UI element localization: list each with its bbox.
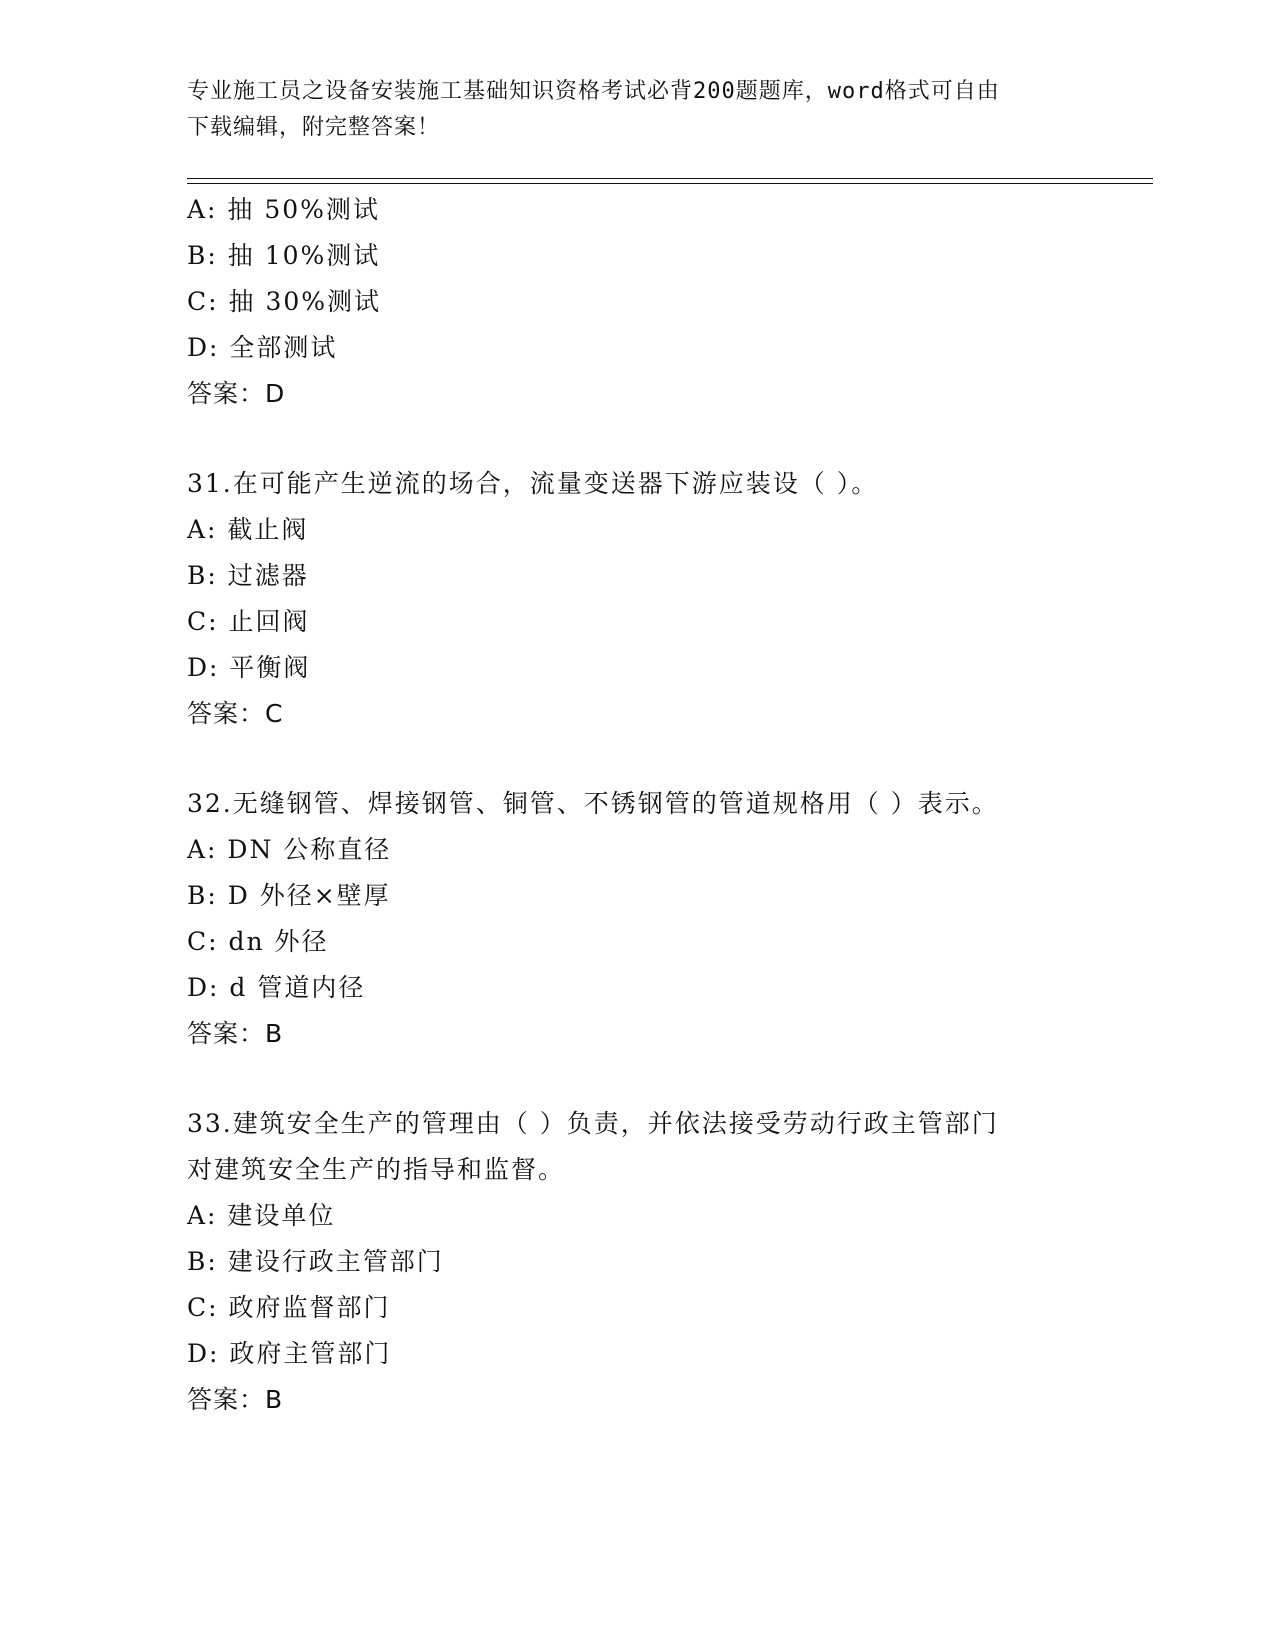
- option-a: A: 建设单位: [187, 1201, 336, 1230]
- option-d: D: 平衡阀: [187, 653, 311, 682]
- option-c: C: 政府监督部门: [187, 1293, 391, 1322]
- option-b: B: 过滤器: [187, 561, 309, 590]
- option-b: B: D 外径×壁厚: [187, 881, 391, 910]
- option-c: C: dn 外径: [187, 927, 329, 956]
- spacer: [187, 737, 1117, 781]
- question-block-33: [187, 1101, 1117, 1423]
- option-d: D: d 管道内径: [187, 973, 366, 1002]
- option-c: C: 抽 30%测试: [187, 287, 382, 316]
- answer: 答案：C: [187, 699, 284, 728]
- option-b: B: 抽 10%测试: [187, 241, 381, 270]
- option-d: D: 政府主管部门: [187, 1339, 392, 1368]
- question-block-31: [187, 461, 1117, 737]
- option-a: A: 截止阀: [187, 515, 309, 544]
- question-stem: 32.无缝钢管、焊接钢管、铜管、不锈钢管的管道规格用（ ）表示。: [187, 789, 999, 818]
- header-divider-top: [187, 178, 1153, 179]
- option-d: D: 全部测试: [187, 333, 338, 362]
- question-stem: 31.在可能产生逆流的场合，流量变送器下游应装设（ ）。: [187, 469, 879, 498]
- header-line-2: 下载编辑，附完整答案！: [187, 115, 441, 140]
- question-stem-line-2: 对建筑安全生产的指导和监督。: [187, 1155, 566, 1184]
- option-b: B: 建设行政主管部门: [187, 1247, 444, 1276]
- header-divider-bottom: [187, 183, 1153, 184]
- answer: 答案：B: [187, 1385, 284, 1414]
- document-header: [187, 74, 1067, 146]
- spacer: [187, 1057, 1117, 1101]
- question-block-32: [187, 781, 1117, 1057]
- header-line-1: 专业施工员之设备安装施工基础知识资格考试必背200题题库，word格式可自由: [187, 79, 1000, 104]
- option-c: C: 止回阀: [187, 607, 310, 636]
- answer: 答案：D: [187, 379, 286, 408]
- document-body: [187, 187, 1117, 1423]
- option-a: A: DN 公称直径: [187, 835, 392, 864]
- spacer: [187, 417, 1117, 461]
- question-stem-line-1: 33.建筑安全生产的管理由（ ）负责，并依法接受劳动行政主管部门: [187, 1109, 999, 1138]
- option-a: A: 抽 50%测试: [187, 195, 380, 224]
- question-block-30: [187, 187, 1117, 417]
- answer: 答案：B: [187, 1019, 284, 1048]
